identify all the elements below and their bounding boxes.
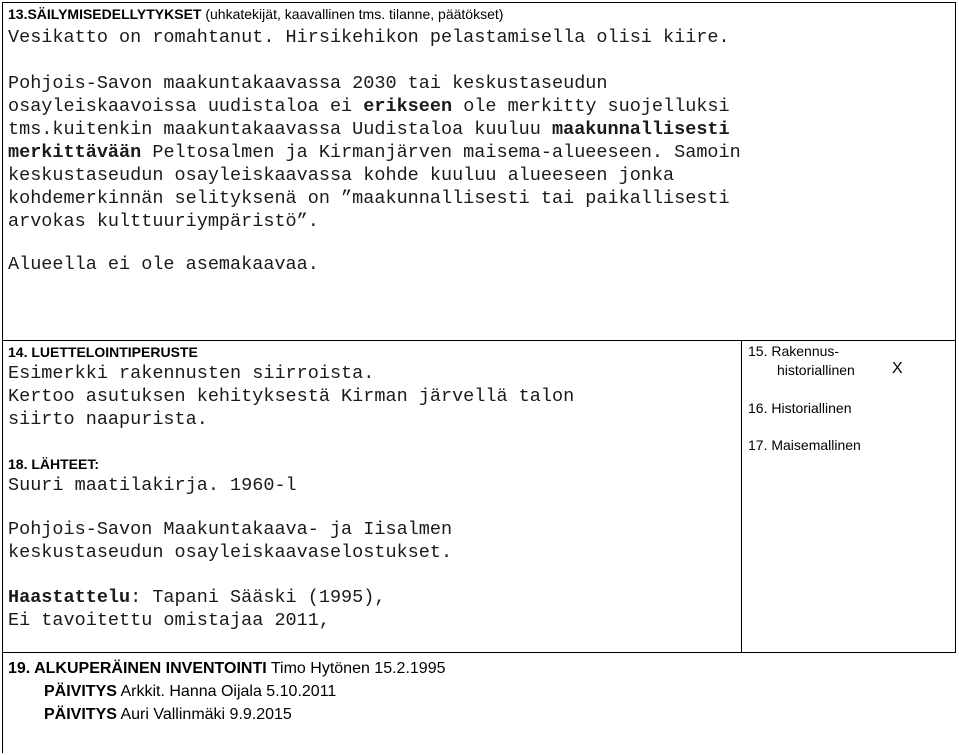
bold-span: Haastattelu bbox=[8, 587, 131, 608]
criteria-divider bbox=[741, 340, 742, 653]
section-18-title bbox=[8, 456, 99, 472]
section-19-update2 bbox=[44, 706, 292, 724]
bold-span: maakunnallisesti bbox=[552, 119, 730, 140]
section-18-line1: Suuri maatilakirja. 1960-l bbox=[8, 475, 297, 496]
section-19-original: Timo Hytönen 15.2.1995 bbox=[270, 660, 446, 677]
text-span: : Tapani Sääski (1995), bbox=[130, 587, 386, 608]
section-14-title bbox=[8, 344, 198, 360]
update-value: Arkkit. Hanna Oijala 5.10.2011 bbox=[120, 683, 337, 700]
section-13-p2-l5: keskustaseudun osayleiskaavassa kohde kuuluu alueeseen jonka bbox=[8, 165, 675, 186]
section-14-line2: Kertoo asutuksen kehityksestä Kirman järvellä talon bbox=[8, 386, 575, 407]
section-19-update1 bbox=[44, 683, 336, 701]
section-14-line3: siirto naapurista. bbox=[8, 409, 208, 430]
section-18-line2: Pohjois-Savon Maakuntakaava- ja Iisalmen bbox=[8, 519, 453, 540]
bold-span: erikseen bbox=[363, 96, 453, 117]
section-19-divider bbox=[2, 652, 956, 653]
text-span: tms.kuitenkin maakuntakaavassa Uudistaloa kuuluu bbox=[8, 119, 552, 140]
section-13-p2-l3 bbox=[8, 118, 730, 141]
section-13-line-last: Alueella ei ole asemakaavaa. bbox=[8, 254, 319, 275]
section-13-p2-l1: Pohjois-Savon maakuntakaavassa 2030 tai keskustaseudun bbox=[8, 73, 608, 94]
criterion-17: 17. Maisemallinen bbox=[748, 437, 861, 453]
text-span: ole merkitty suojelluksi bbox=[452, 96, 730, 117]
section-18-line4 bbox=[8, 586, 385, 609]
text-span: Peltosalmen ja Kirmanjärven maisema-alueeseen. Samoin bbox=[141, 142, 741, 163]
section-19-title: 19. ALKUPERÄINEN INVENTOINTI bbox=[8, 660, 267, 677]
section-18-line5: Ei tavoitettu omistajaa 2011, bbox=[8, 610, 330, 631]
criterion-15-line2: historiallinen bbox=[777, 362, 855, 378]
section-13-p2-l4 bbox=[8, 141, 741, 164]
criterion-16: 16. Historiallinen bbox=[748, 400, 852, 416]
section-14-line1: Esimerkki rakennusten siirroista. bbox=[8, 363, 375, 384]
section-19-line1 bbox=[8, 660, 445, 678]
title-text: 14. LUETTELOINTIPERUSTE bbox=[8, 344, 198, 360]
section-13-title: 13.SÄILYMISEDELLYTYKSET bbox=[8, 6, 202, 22]
text-span: osayleiskaavoissa uudistaloa ei bbox=[8, 96, 364, 117]
update-label: PÄIVITYS bbox=[44, 706, 117, 723]
criterion-15-line1: 15. Rakennus- bbox=[748, 343, 840, 359]
section-13-p2-l7: arvokas kulttuuriympäristö”. bbox=[8, 211, 319, 232]
section-13-p2-l2 bbox=[8, 95, 730, 118]
section-18-line3: keskustaseudun osayleiskaavaselostukset. bbox=[8, 542, 453, 563]
section-13-subtitle: (uhkatekijät, kaavallinen tms. tilanne, päätökset) bbox=[205, 6, 504, 22]
bold-span: merkittävään bbox=[8, 142, 142, 163]
criterion-15-mark: X bbox=[892, 360, 903, 377]
left-border bbox=[2, 340, 3, 753]
title-text: 18. LÄHTEET: bbox=[8, 456, 100, 472]
section-13-line1: Vesikatto on romahtanut. Hirsikehikon pelastamisella olisi kiire. bbox=[8, 27, 730, 48]
update-label: PÄIVITYS bbox=[44, 683, 117, 700]
update-value: Auri Vallinmäki 9.9.2015 bbox=[120, 706, 292, 723]
right-border bbox=[955, 340, 956, 653]
section-13-p2-l6: kohdemerkinnän selityksenä on ”maakunnallisesti tai paikallisesti bbox=[8, 188, 730, 209]
section-13-header bbox=[8, 6, 503, 22]
